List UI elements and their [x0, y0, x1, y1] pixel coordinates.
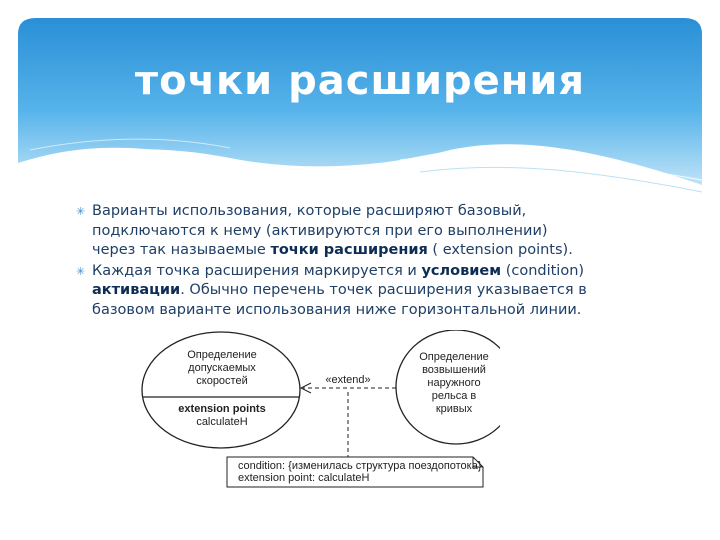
bullet-2-text-pre: Каждая точка расширения маркируется и	[92, 262, 422, 279]
bullet-2-line-2-text: . Обычно перечень точек расширения указывается в	[180, 282, 587, 298]
base-usecase-name-line-2: допускаемых	[188, 362, 256, 374]
asterisk-bullet-icon: ✳	[76, 205, 86, 218]
extend-stereotype-label: «extend»	[325, 374, 371, 386]
use-case-diagram	[140, 330, 500, 495]
bullet-1-line-2: подключаются к нему (активируются при его выполнении)	[92, 222, 548, 239]
bullet-1-line-1: Варианты использования, которые расширяют базовый,	[92, 203, 527, 219]
bullet-item-2	[76, 262, 656, 321]
extending-usecase-name-line-3: наружного	[427, 377, 481, 389]
note-condition-line: condition: {изменилась структура поездопотока}	[238, 460, 482, 472]
base-usecase-name-line-3: скоростей	[196, 375, 248, 387]
bullet-2-line-1	[92, 262, 656, 282]
base-usecase-name-line-1: Определение	[187, 349, 257, 361]
extension-points-heading: extension points	[178, 403, 266, 415]
bullet-1-line-3	[92, 241, 656, 261]
bullet-2-line-2	[92, 281, 656, 301]
bullet-1-bold-term: точки расширения	[270, 242, 428, 258]
bullet-1-text-pre: через так называемые	[92, 242, 271, 258]
extending-usecase-name-line-4: рельса в	[431, 390, 477, 402]
extension-point-item: calculateH	[196, 416, 248, 428]
extending-usecase-name-line-5: кривых	[435, 403, 473, 415]
extending-usecase-name-line-2: возвышений	[422, 364, 486, 376]
bullet-list	[76, 202, 656, 321]
bullet-1-text-post: ( extension points).	[427, 242, 573, 258]
bullet-2-bold-activation: активации	[92, 282, 181, 298]
slide-title: точки расширения	[134, 58, 586, 104]
asterisk-bullet-icon: ✳	[76, 264, 86, 278]
extending-usecase-name-line-1: Определение	[419, 351, 489, 363]
bullet-2-line-3: базовом варианте использования ниже горизонтальной линии.	[92, 301, 582, 318]
bullet-2-bold-condition: условием	[421, 262, 502, 279]
bullet-item-1	[76, 202, 656, 261]
bullet-2-text-post: (condition)	[501, 262, 585, 279]
note-extension-point-line: extension point: calculateH	[238, 472, 370, 484]
